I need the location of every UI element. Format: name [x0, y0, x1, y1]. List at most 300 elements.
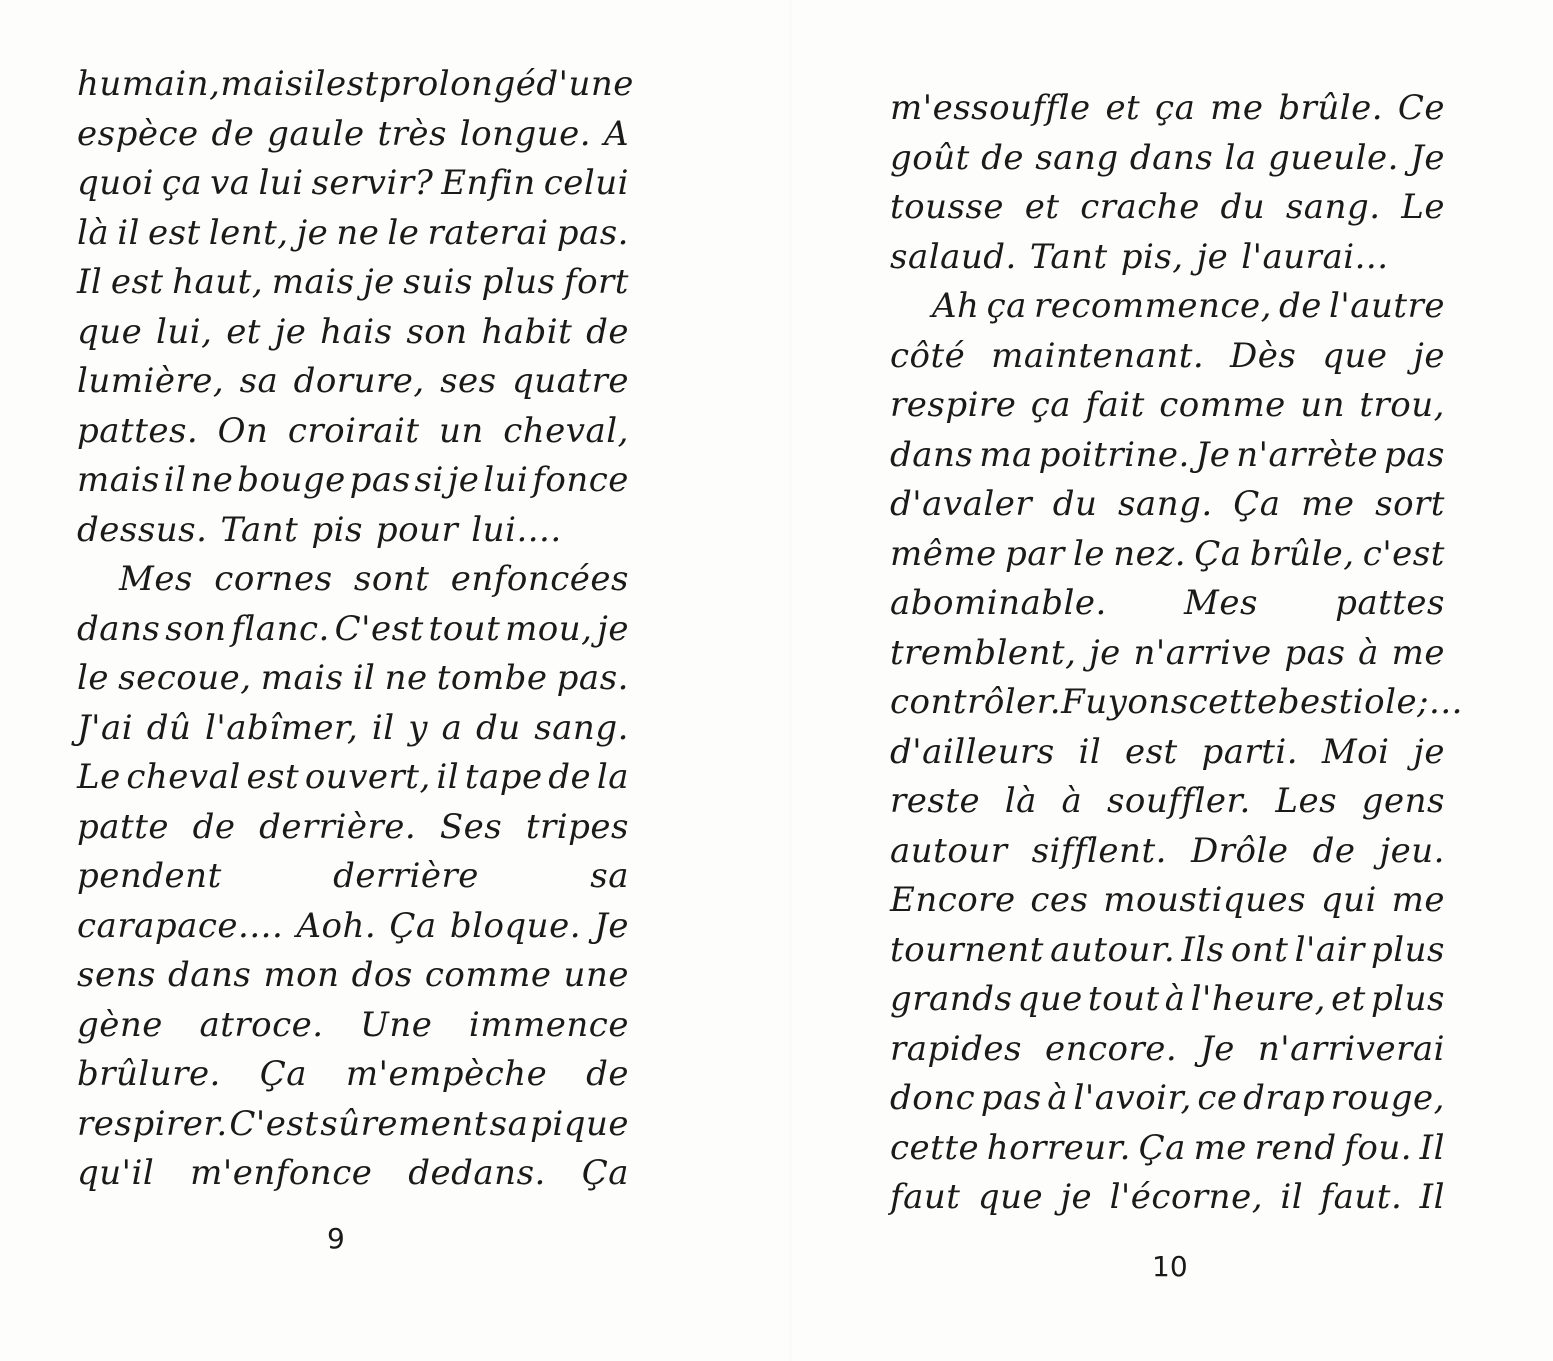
word: pas. [556, 658, 629, 698]
word: Le [1401, 187, 1445, 227]
word: je [296, 212, 329, 253]
word: hais [320, 311, 393, 352]
word: est [147, 212, 201, 253]
word: Je [1200, 1028, 1235, 1069]
word: l'abîmer, [204, 707, 359, 748]
word: celui [543, 163, 629, 203]
word: Une [360, 1004, 433, 1045]
word: mais [271, 262, 355, 302]
word: me [1301, 484, 1355, 524]
word: tournent [890, 929, 1044, 970]
word: même [890, 533, 997, 574]
word: à [1047, 1078, 1068, 1118]
word: la [1224, 137, 1257, 178]
word: et [1105, 88, 1141, 128]
word: rapides [890, 1028, 1022, 1069]
text-line [77, 803, 629, 853]
word: rouge, [1330, 1078, 1445, 1118]
word: plus [481, 262, 556, 302]
word: cheval [126, 757, 241, 797]
word: Ah [932, 286, 980, 326]
word: brûle. [1278, 88, 1384, 128]
word: grands [890, 979, 1013, 1019]
word: m'empèche [345, 1054, 548, 1094]
word: Mes [1184, 583, 1258, 623]
right-page [800, 0, 1553, 1361]
word: flanc. [231, 608, 330, 649]
word: me [1210, 88, 1264, 128]
word: patte [77, 806, 169, 847]
word: souffler. [1106, 781, 1251, 821]
word: dans [890, 434, 974, 475]
word: faut. [1320, 1177, 1403, 1217]
word: Ça [1233, 484, 1281, 524]
word: je [274, 311, 307, 352]
word: cette [890, 1127, 980, 1168]
word: Aoh. [296, 905, 377, 946]
text-line [890, 1124, 1445, 1174]
word: rend [1254, 1127, 1337, 1168]
text-line [77, 555, 629, 605]
word: sang [1035, 137, 1119, 178]
text-line [77, 357, 629, 407]
word: bloque. [449, 905, 582, 946]
word: cornes [214, 559, 333, 599]
word: pattes [1335, 583, 1445, 623]
word: fait [1085, 385, 1145, 425]
word: sa [489, 1103, 529, 1144]
left-page-text [77, 60, 634, 1199]
word: de [981, 137, 1024, 178]
word: atroce. [199, 1004, 324, 1045]
word: l'heure, [1190, 979, 1326, 1019]
word: Je [1195, 434, 1231, 475]
word: secoue, [118, 658, 252, 698]
word: pis, [1120, 236, 1184, 277]
word: pattes. [77, 410, 199, 451]
word: a [441, 707, 463, 748]
word: gène [77, 1004, 163, 1045]
word: sûrement [320, 1103, 488, 1144]
word: de [586, 1054, 629, 1094]
page-gutter [790, 0, 792, 1361]
word: sang. [1285, 187, 1381, 227]
word: pas [349, 460, 411, 500]
text-line [77, 902, 629, 952]
word: ce [1197, 1078, 1238, 1118]
text-line [77, 852, 629, 902]
word: quoi [77, 163, 155, 203]
word: de [1279, 286, 1322, 326]
word: lui [483, 460, 529, 500]
word: cheval, [503, 410, 629, 451]
word: gens [1361, 781, 1445, 821]
word: C'est [334, 608, 424, 649]
word: côté [890, 335, 966, 376]
word: pendent [77, 856, 222, 896]
word: reste [890, 781, 981, 821]
word: horreur. [986, 1127, 1131, 1168]
word: Les [1275, 781, 1338, 821]
word: Drôle [1191, 830, 1289, 871]
word: du [475, 707, 521, 748]
word: l'avoir, [1073, 1078, 1192, 1118]
text-line [890, 876, 1445, 926]
word: sens [77, 955, 156, 995]
word: bestiole;... [1277, 682, 1463, 722]
word: Ça [581, 1153, 629, 1193]
word: brûlure. [77, 1054, 221, 1094]
word: dorure, [293, 361, 425, 401]
word: brûle, [1249, 533, 1355, 574]
word: bouge [237, 460, 346, 500]
word: parti. [1201, 731, 1299, 772]
word: immence [468, 1004, 629, 1045]
text-line [890, 183, 1445, 233]
word: dessus. [77, 509, 208, 550]
word: du [1052, 484, 1098, 524]
word: goût [890, 137, 970, 178]
text-line [77, 308, 629, 358]
word: respirer. [77, 1103, 228, 1144]
word: pas. [556, 212, 629, 253]
word: l'autre [1329, 286, 1445, 326]
text-line [77, 60, 634, 110]
word: lui, [156, 311, 213, 352]
word: trou, [1359, 385, 1445, 425]
word: l'écorne, [1109, 1177, 1263, 1217]
word: m'enfonce [190, 1153, 373, 1193]
word: je [363, 262, 395, 302]
word: est [246, 757, 300, 797]
word: dedans. [408, 1153, 546, 1193]
word: J'ai [77, 707, 134, 748]
word: l'aurai... [1241, 236, 1389, 277]
word: habit [481, 311, 573, 352]
word: je [1196, 236, 1229, 277]
word: un [1300, 385, 1345, 425]
word: Ça [389, 905, 437, 946]
word: il [303, 64, 326, 104]
word: n'arrète [1236, 434, 1379, 475]
word: moustiques [1103, 880, 1307, 920]
word: autour. [1050, 929, 1176, 970]
word: raterai [427, 212, 549, 253]
text-line [77, 209, 629, 259]
word: faut [890, 1177, 961, 1217]
word: le [1073, 533, 1106, 574]
text-line [890, 827, 1445, 877]
word: abominable. [890, 583, 1107, 623]
word: dû [146, 707, 192, 748]
word: et [1331, 979, 1366, 1019]
word: qu'il [77, 1153, 155, 1193]
word: d'avaler [890, 484, 1033, 524]
word: Ça [1194, 533, 1242, 574]
word: drap [1243, 1078, 1326, 1118]
word: un [439, 410, 484, 451]
word: pis [311, 509, 363, 550]
word: sort [1375, 484, 1445, 524]
word: par [1004, 533, 1065, 574]
word: qui [1320, 880, 1377, 920]
word: gaule [267, 113, 365, 154]
word: crache [1080, 187, 1200, 227]
word: ma [979, 434, 1033, 475]
word: contrôler. [890, 682, 1062, 722]
word: le [387, 212, 420, 253]
word: pas [1284, 632, 1346, 673]
word: du [1220, 187, 1266, 227]
left-page-number: 9 [327, 1222, 345, 1255]
word: cette [1188, 682, 1278, 722]
word: fort [563, 262, 629, 302]
word: Ses [439, 806, 503, 847]
word: va [210, 163, 251, 203]
word: comme [424, 955, 552, 995]
text-line [890, 975, 1445, 1025]
word: il [352, 658, 376, 698]
word: tape [464, 757, 543, 797]
text-line [77, 506, 629, 556]
word: me [1193, 1127, 1247, 1168]
word: prolongé [378, 64, 537, 104]
word: là [77, 212, 110, 253]
word: mou, [505, 608, 593, 649]
word: Il [1419, 1127, 1445, 1168]
word: que [1322, 335, 1388, 376]
text-line [890, 431, 1445, 481]
word: son [165, 608, 227, 649]
word: me [1391, 632, 1445, 673]
word: Ça [1138, 1127, 1186, 1168]
word: pour [375, 509, 459, 550]
word: ces [1030, 880, 1089, 920]
text-line [77, 704, 629, 754]
word: carapace.... [77, 905, 284, 946]
word: c'est [1362, 533, 1445, 574]
word: l'air [1294, 929, 1365, 970]
word: ne [336, 212, 380, 253]
word: ça [1030, 385, 1072, 425]
word: ça [986, 286, 1027, 326]
word: il [371, 707, 395, 748]
word: Tant [220, 509, 299, 550]
word: il [1078, 731, 1102, 772]
word: mon [263, 955, 340, 995]
word: ses [440, 361, 497, 401]
text-line [77, 605, 629, 655]
word: ont [1230, 929, 1289, 970]
word: pique [530, 1103, 629, 1144]
word: servir? [311, 163, 434, 203]
text-line [77, 159, 629, 209]
word: tousse [890, 187, 1005, 227]
word: me [1391, 880, 1445, 920]
word: dans [1129, 137, 1214, 178]
word: fou. [1344, 1127, 1413, 1168]
word: de [548, 757, 592, 797]
word: tout [1087, 979, 1160, 1019]
word: croirait [287, 410, 420, 451]
word: lumière, [77, 361, 225, 401]
word: ne [384, 658, 428, 698]
text-line [77, 753, 629, 803]
word: plus [1371, 929, 1445, 970]
word: sifflent. [1031, 830, 1167, 871]
word: encore. [1044, 1028, 1178, 1069]
word: tout [428, 608, 501, 649]
word: de [211, 113, 255, 154]
word: de [1312, 830, 1356, 871]
word: mais [260, 658, 344, 698]
word: espèce [77, 113, 199, 154]
word: tombe [436, 658, 548, 698]
word: plus [1370, 979, 1445, 1019]
word: Moi [1321, 731, 1390, 772]
word: à [1061, 781, 1083, 821]
word: il [436, 757, 460, 797]
text-line [890, 332, 1445, 382]
text-line [890, 530, 1445, 580]
word: salaud. [890, 236, 1017, 277]
word: Enfin [441, 163, 536, 203]
text-line [890, 728, 1445, 778]
text-line [890, 678, 1463, 728]
word: lui.... [471, 509, 562, 550]
word: à [1358, 632, 1379, 673]
text-line [77, 456, 629, 506]
word: m'essouffle [890, 88, 1091, 128]
text-line [890, 480, 1445, 530]
word: enfoncées [450, 559, 629, 599]
word: lent, [208, 212, 289, 253]
word: il [1280, 1177, 1304, 1217]
text-line [890, 1074, 1445, 1124]
text-line [890, 926, 1445, 976]
word: si [414, 460, 444, 500]
text-line [890, 134, 1445, 184]
text-line [77, 1050, 629, 1100]
word: ça [161, 163, 203, 203]
word: autour [890, 830, 1008, 871]
word: y [408, 707, 428, 748]
word: quatre [511, 361, 629, 401]
word: tremblent, [890, 632, 1077, 673]
word: respire [890, 385, 1017, 425]
text-line [890, 282, 1445, 332]
word: je [1060, 1177, 1093, 1217]
word: longue. [459, 113, 592, 154]
word: lui [258, 163, 304, 203]
word: recommence, [1034, 286, 1272, 326]
word: fonce [532, 460, 629, 500]
word: à [1164, 979, 1186, 1019]
word: haut, [172, 262, 264, 302]
word: poitrine. [1038, 434, 1190, 475]
word: Fuyons [1061, 682, 1189, 722]
word: Mes [119, 559, 193, 599]
word: sang. [534, 707, 629, 748]
word: ouvert, [304, 757, 431, 797]
word: de [586, 311, 629, 352]
word: il [117, 212, 140, 253]
word: pas [1383, 434, 1445, 475]
word: Le [77, 757, 121, 797]
word: suis [403, 262, 473, 302]
word: il [163, 460, 187, 500]
word: dans [77, 608, 161, 649]
text-line [77, 951, 629, 1001]
text-line [77, 407, 629, 457]
word: est [325, 64, 379, 104]
word: que [1017, 979, 1083, 1019]
word: A [603, 113, 629, 154]
text-line [77, 258, 629, 308]
word: Ce [1397, 88, 1445, 128]
word: que [977, 1177, 1044, 1217]
word: je [1413, 731, 1445, 772]
word: Ils [1181, 929, 1225, 970]
word: dos [351, 955, 413, 995]
word: n'arriverai [1257, 1028, 1445, 1069]
word: là [1004, 781, 1037, 821]
text-line [890, 629, 1445, 679]
word: dans [167, 955, 252, 995]
word: donc [890, 1078, 976, 1118]
word: est [1124, 731, 1178, 772]
right-page-number: 10 [1152, 1250, 1188, 1283]
word: mais [220, 64, 304, 104]
text-line [890, 579, 1445, 629]
word: très [377, 113, 447, 154]
word: et [1024, 187, 1060, 227]
text-line [77, 1149, 629, 1199]
word: que [77, 311, 143, 352]
text-line [890, 84, 1445, 134]
word: mais [77, 460, 160, 500]
word: et [226, 311, 261, 352]
word: Il [1419, 1177, 1445, 1217]
word: pas [980, 1078, 1042, 1118]
word: tripes [525, 806, 629, 847]
word: son [406, 311, 468, 352]
text-line [890, 233, 1445, 283]
word: une [563, 955, 629, 995]
word: je [597, 608, 629, 649]
word: je [447, 460, 480, 500]
word: On [217, 410, 269, 451]
text-line [77, 654, 629, 704]
word: derrière [333, 856, 479, 896]
word: Encore [890, 880, 1016, 920]
word: je [1089, 632, 1121, 673]
text-line [890, 777, 1445, 827]
word: derrière. [259, 806, 417, 847]
word: est [110, 262, 164, 302]
word: d'une [536, 64, 634, 104]
word: ne [190, 460, 234, 500]
word: d'ailleurs [890, 731, 1055, 772]
word: gueule. [1267, 137, 1399, 178]
word: sont [353, 559, 430, 599]
word: le [77, 658, 109, 698]
word: je [1413, 335, 1445, 376]
word: sang. [1117, 484, 1213, 524]
text-line [77, 1100, 629, 1150]
word: de [192, 806, 236, 847]
text-line [890, 381, 1445, 431]
